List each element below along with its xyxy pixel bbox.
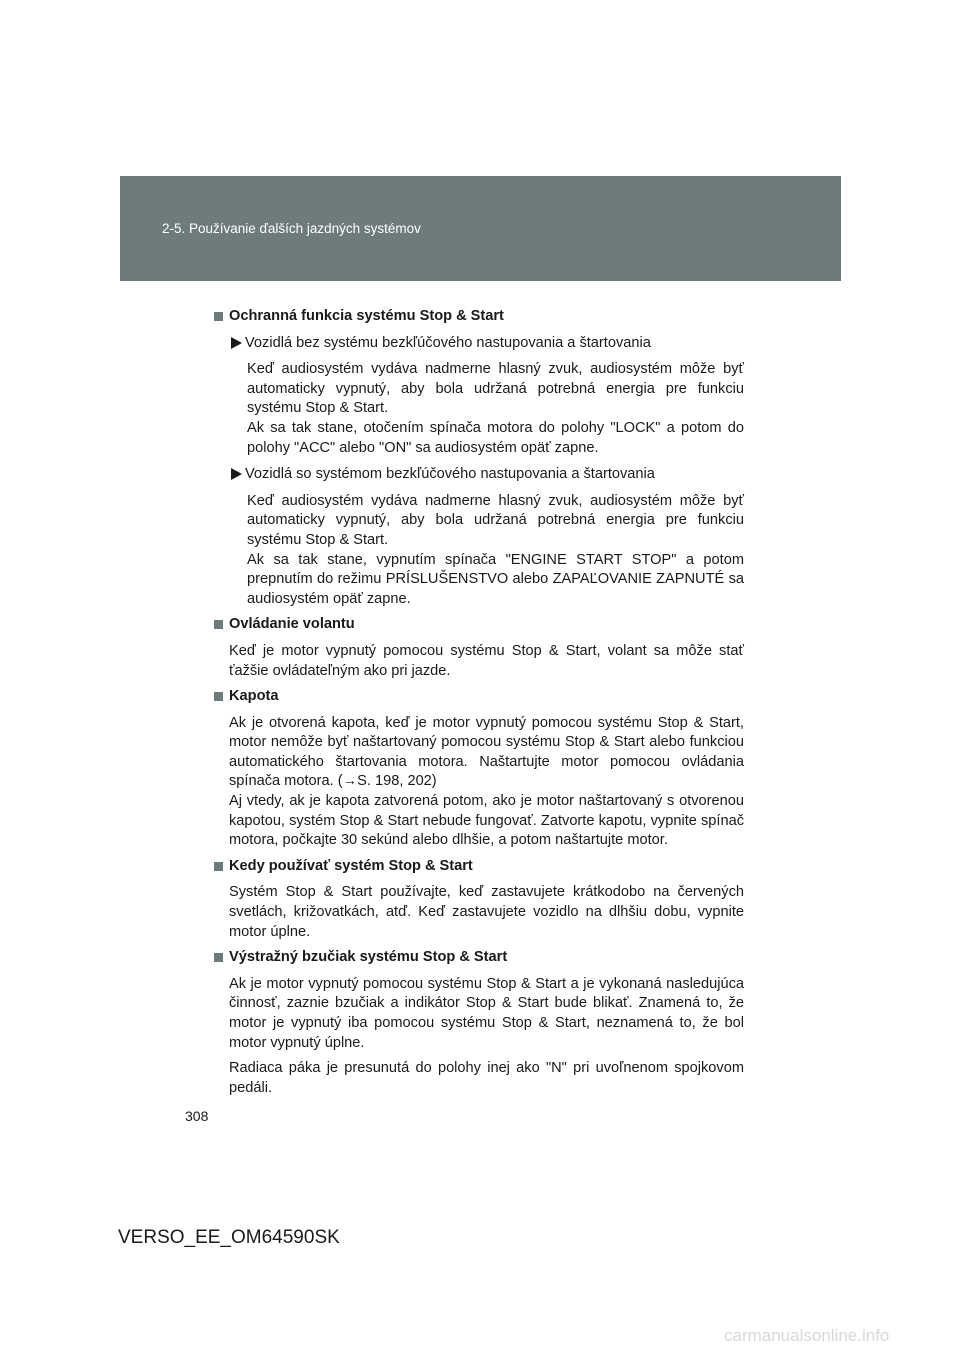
square-bullet-icon	[214, 953, 223, 962]
section-body	[214, 642, 744, 681]
section-heading: Výstražný bzučiak systému Stop & Start	[214, 948, 744, 968]
paragraph: Keď je motor vypnutý pomocou systému Stop & Start, volant sa môže stať ťažšie ovládateľným ako pri jazde.	[229, 642, 744, 679]
triangle-bullet-icon	[231, 468, 242, 480]
subsection-heading: Vozidlá so systémom bezkľúčového nastupovania a štartovania	[214, 465, 744, 485]
paragraph: Ak sa tak stane, otočením spínača motora do polohy "LOCK" a potom do polohy "ACC" alebo "ON" sa audiosystém opäť zapne.	[247, 419, 744, 456]
square-bullet-icon	[214, 692, 223, 701]
section-body	[214, 975, 744, 1099]
section-body	[214, 883, 744, 942]
section-heading: Kapota	[214, 687, 744, 707]
paragraph: Systém Stop & Start používajte, keď zastavujete krátkodobo na červených svetlách, križovatkách, atď. Keď zastavujete vozidlo na dlhšiu dobu, vypnite motor úplne.	[229, 884, 744, 940]
paragraph: Keď audiosystém vydáva nadmerne hlasný zvuk, audiosystém môže byť automaticky vypnutý, aby bola udržaná potrebná energia pre funkciu systému Stop & Start.	[247, 492, 744, 548]
section-body	[214, 714, 744, 851]
document-code: VERSO_EE_OM64590SK	[118, 1227, 340, 1248]
section-header-bar	[120, 176, 841, 281]
subsection-body	[214, 492, 744, 610]
section-heading: Ochranná funkcia systému Stop & Start	[214, 307, 744, 327]
paragraph: Ak sa tak stane, vypnutím spínača "ENGINE START STOP" a potom prepnutím do režimu PRÍSLUŠENSTVO alebo ZAPAĽOVANIE ZAPNUTÉ sa audiosystém opäť zapne.	[247, 551, 744, 607]
square-bullet-icon	[214, 620, 223, 629]
paragraph: Keď audiosystém vydáva nadmerne hlasný zvuk, audiosystém môže byť automaticky vypnutý, aby bola udržaná potrebná energia pre funkciu systému Stop & Start.	[247, 361, 744, 417]
paragraph: Ak je motor vypnutý pomocou systému Stop & Start a je vykonaná nasledujúca činnosť, zaznie bzučiak a indikátor Stop & Start bude blikať. Znamená to, že motor je vypnutý iba pomocou systému Stop & Start, neznamená to, že bol motor vypnutý úplne.	[229, 975, 744, 1051]
section-heading: Kedy používať systém Stop & Start	[214, 857, 744, 877]
paragraph: Ak je otvorená kapota, keď je motor vypnutý pomocou systému Stop & Start, motor nemôže byť naštartovaný pomocou systému Stop & Start alebo funkciou automatického štartovania motora. Naštartujte motor pomocou ovládania spínača motora. (→S. 198, 202)	[229, 714, 744, 790]
page-number: 308	[185, 1108, 209, 1124]
subsection-body	[214, 360, 744, 458]
section-heading: Ovládanie volantu	[214, 615, 744, 635]
section-title: 2-5. Používanie ďalších jazdných systémov	[162, 221, 421, 236]
triangle-bullet-icon	[231, 337, 242, 349]
paragraph: Radiaca páka je presunutá do polohy inej ako "N" pri uvoľnenom spojkovom pedáli.	[229, 1060, 744, 1096]
square-bullet-icon	[214, 312, 223, 321]
square-bullet-icon	[214, 862, 223, 871]
page-content	[214, 307, 744, 1098]
paragraph: Aj vtedy, ak je kapota zatvorená potom, ako je motor naštartovaný s otvorenou kapotou, systém Stop & Start nebude fungovať. Zatvorte kapotu, vypnite spínač motora, počkajte 30 sekúnd alebo dlhšie, a potom naštartujte motor.	[229, 793, 744, 849]
watermark: carmanualsonline.info	[724, 1326, 890, 1345]
subsection-heading: Vozidlá bez systému bezkľúčového nastupovania a štartovania	[214, 334, 744, 354]
